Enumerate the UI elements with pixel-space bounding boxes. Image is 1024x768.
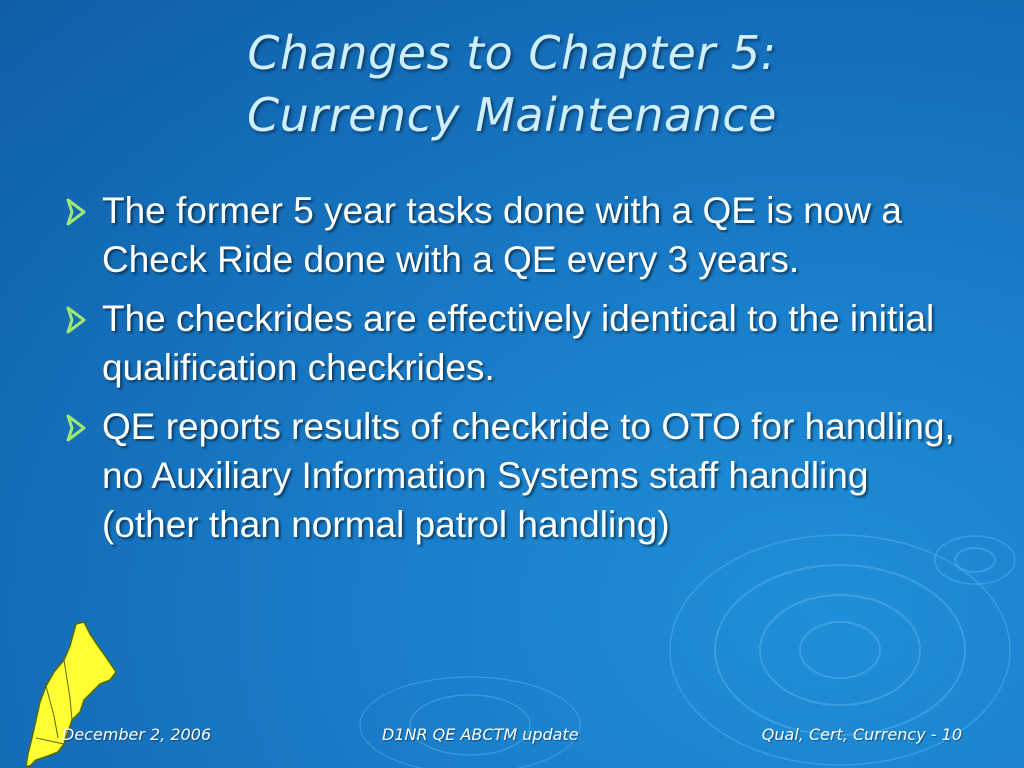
arrow-bullet-icon bbox=[62, 402, 96, 451]
footer-date: December 2, 2006 bbox=[62, 725, 212, 744]
slide-title bbox=[0, 22, 1024, 146]
bullet-text: QE reports results of checkride to OTO for handling, no Auxiliary Information Systems staff handling (other than normal patrol handling) bbox=[102, 406, 955, 545]
title-line-2: Currency Maintenance bbox=[247, 88, 777, 142]
bullet-item bbox=[62, 186, 972, 284]
footer-title: D1NR QE ABCTM update bbox=[382, 725, 579, 744]
title-line-1: Changes to Chapter 5: bbox=[247, 26, 777, 80]
footer-page-label: Qual, Cert, Currency - 10 bbox=[761, 725, 962, 744]
bullet-item bbox=[62, 402, 972, 549]
arrow-bullet-icon bbox=[62, 294, 96, 343]
bullet-text: The former 5 year tasks done with a QE is now a Check Ride done with a QE every 3 years. bbox=[102, 190, 902, 280]
arrow-bullet-icon bbox=[62, 186, 96, 235]
bullet-text: The checkrides are effectively identical to the initial qualification checkrides. bbox=[102, 298, 935, 388]
bullet-list bbox=[62, 186, 972, 559]
bullet-item bbox=[62, 294, 972, 392]
